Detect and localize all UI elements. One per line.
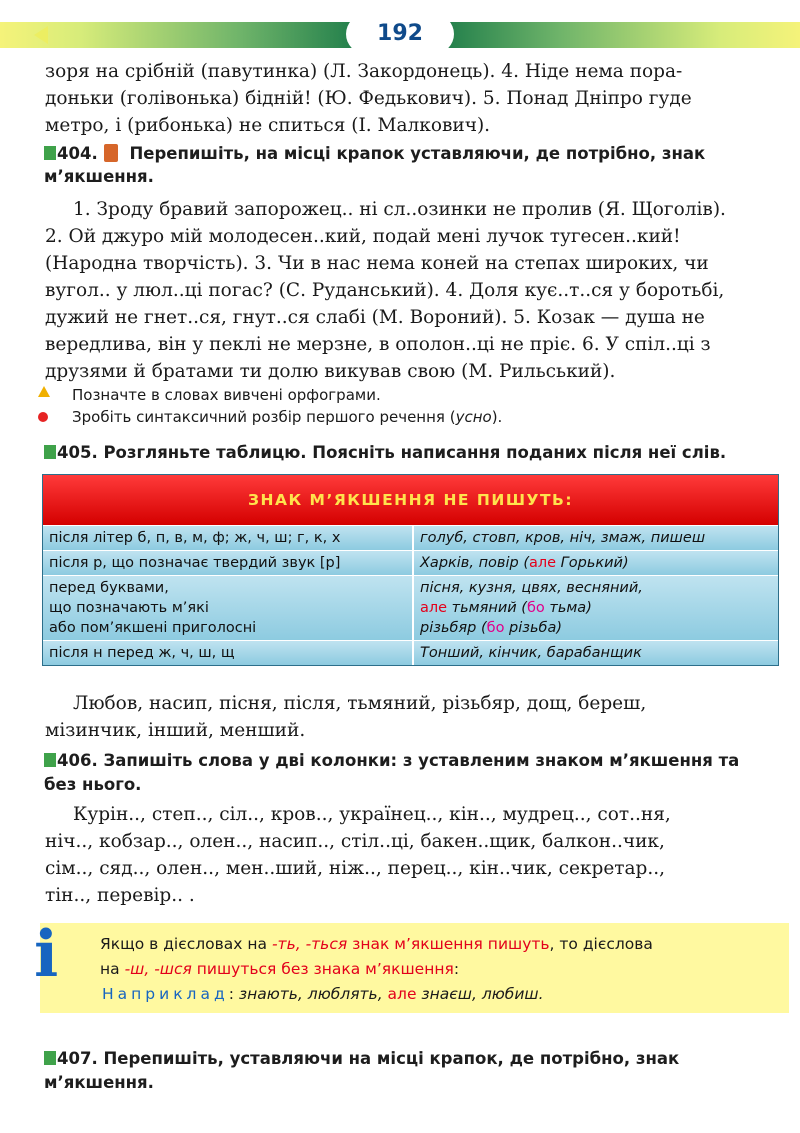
exercise-number: 404.: [57, 144, 98, 163]
text-line: Любов, насип, пісня, після, тьмяний, різьбяр, дощ, береш,: [73, 693, 647, 714]
task-orthograms: Позначте в словах вивчені орфограми.: [72, 386, 381, 404]
table-cell: голуб, стовп, кров, ніч, змаж, пишеш: [414, 526, 778, 550]
table-cell: після р, що позначає твердий звук [р]: [43, 551, 414, 575]
table-cell: після літер б, п, в, м, ф; ж, ч, ш; г, к, х: [43, 526, 414, 550]
text-line: сім.., сяд.., олен.., мен..ший, ніж.., перец.., кін..чик, секретар..,: [45, 858, 666, 879]
exercise-404-text: [45, 196, 773, 385]
exercise-heading-text: Перепишіть, уставляючи на місці крапок, де потрібно, знак: [103, 1049, 680, 1068]
exercise-marker-icon: [44, 445, 56, 459]
exercise-marker-icon: [44, 146, 56, 160]
info-icon: i: [34, 917, 59, 992]
table-cell: Тонший, кінчик, барабанщик: [414, 641, 778, 665]
intro-line: доньки (голівонька) бідній! (Ю. Федькович). 5. Понад Дніпро гуде: [45, 88, 692, 109]
intro-line: зоря на срібній (павутинка) (Л. Закордонець). 4. Ніде нема пора-: [45, 61, 683, 82]
exercise-marker-icon: [44, 753, 56, 767]
exercise-406-heading: [44, 748, 779, 773]
text-line: (Народна творчість). 3. Чи в нас нема коней на степах широких, чи: [45, 253, 709, 274]
header-arrow-icon: [34, 26, 48, 44]
text-line: 1. Зроду бравий запорожец.. ні сл..озинки не пролив (Я. Щоголів).: [73, 199, 726, 220]
exercise-heading-text: Розгляньте таблицю. Поясніть написання поданих після неї слів.: [103, 443, 727, 462]
text-line: друзями й братами ти долю викував свою (М. Рильський).: [45, 361, 616, 382]
table-row: [43, 575, 778, 640]
text-line: вугол.. у люл..ці погас? (С. Руданський). 4. Доля кує..т..ся у боротьбі,: [45, 280, 725, 301]
exercise-heading-text: м’якшення.: [44, 167, 154, 186]
intro-line: метро, і (рибонька) не спиться (І. Малкович).: [45, 115, 491, 136]
task-syntax: Зробіть синтаксичний розбір першого речення (усно).: [72, 408, 503, 426]
table-row: [43, 640, 778, 665]
dot-icon: [38, 412, 48, 422]
exercise-number: 406.: [57, 751, 98, 770]
text-line: тін.., перевір.. .: [45, 885, 195, 906]
text-line: мізинчик, інший, менший.: [45, 720, 306, 741]
text-line: дужий не гнет..ся, гнут..ся слабі (М. Вороний). 5. Козак — душа не: [45, 307, 705, 328]
soft-sign-table: [42, 474, 779, 666]
exercise-407-heading: [44, 1046, 779, 1071]
exercise-heading-text: Запишіть слова у дві колонки: з уставленим знаком м’якшення та: [103, 751, 740, 770]
exercise-heading-text: без нього.: [44, 775, 142, 794]
table-title: ЗНАК М’ЯКШЕННЯ НЕ ПИШУТЬ:: [43, 475, 778, 525]
table-row: [43, 550, 778, 575]
exercise-heading-text: Перепишіть, на місці крапок уставляючи, де потрібно, знак: [129, 144, 706, 163]
table-cell: пісня, кузня, цвях, весняний, але тьмяний (бо тьма) різьбяр (бо різьба): [414, 576, 778, 640]
table-cell: після н перед ж, ч, ш, щ: [43, 641, 414, 665]
text-line: вередлива, він у пеклі не мерзне, в ополон..ці не пріє. 6. У спіл..ці з: [45, 334, 711, 355]
exercise-number: 405.: [57, 443, 98, 462]
table-cell: перед буквами, що позначають м’які або пом’якшені приголосні: [43, 576, 414, 640]
table-row: [43, 525, 778, 550]
exercise-404-heading: [44, 141, 779, 166]
book-icon: [104, 144, 118, 162]
exercise-406-text: [45, 801, 773, 909]
exercise-heading-text: м’якшення.: [44, 1073, 154, 1092]
exercise-number: 407.: [57, 1049, 98, 1068]
rule-text: Якщо в дієсловах на -ть, -ться знак м’якшення пишуть, то дієслова на -ш, -шся пишуться без знака м’якшення: Наприклад: знають, люблять, але знаєш, любиш.: [100, 935, 653, 1003]
exercise-405-heading: [44, 440, 779, 465]
table-cell: Харків, повір (але Горький): [414, 551, 778, 575]
page-number: 192: [346, 14, 454, 54]
text-line: 2. Ой джуро мій молодесен..кий, подай мені лучок тугесен..кий!: [45, 226, 681, 247]
exercise-marker-icon: [44, 1051, 56, 1065]
intro-text: [45, 58, 773, 139]
text-line: Курін.., степ.., сіл.., кров.., українец.., кін.., мудрец.., сот..ня,: [73, 804, 671, 825]
triangle-icon: [38, 386, 50, 397]
text-line: ніч.., кобзар.., олен.., насип.., стіл..ці, бакен..щик, балкон..чик,: [45, 831, 665, 852]
ex405-words: [45, 690, 773, 744]
